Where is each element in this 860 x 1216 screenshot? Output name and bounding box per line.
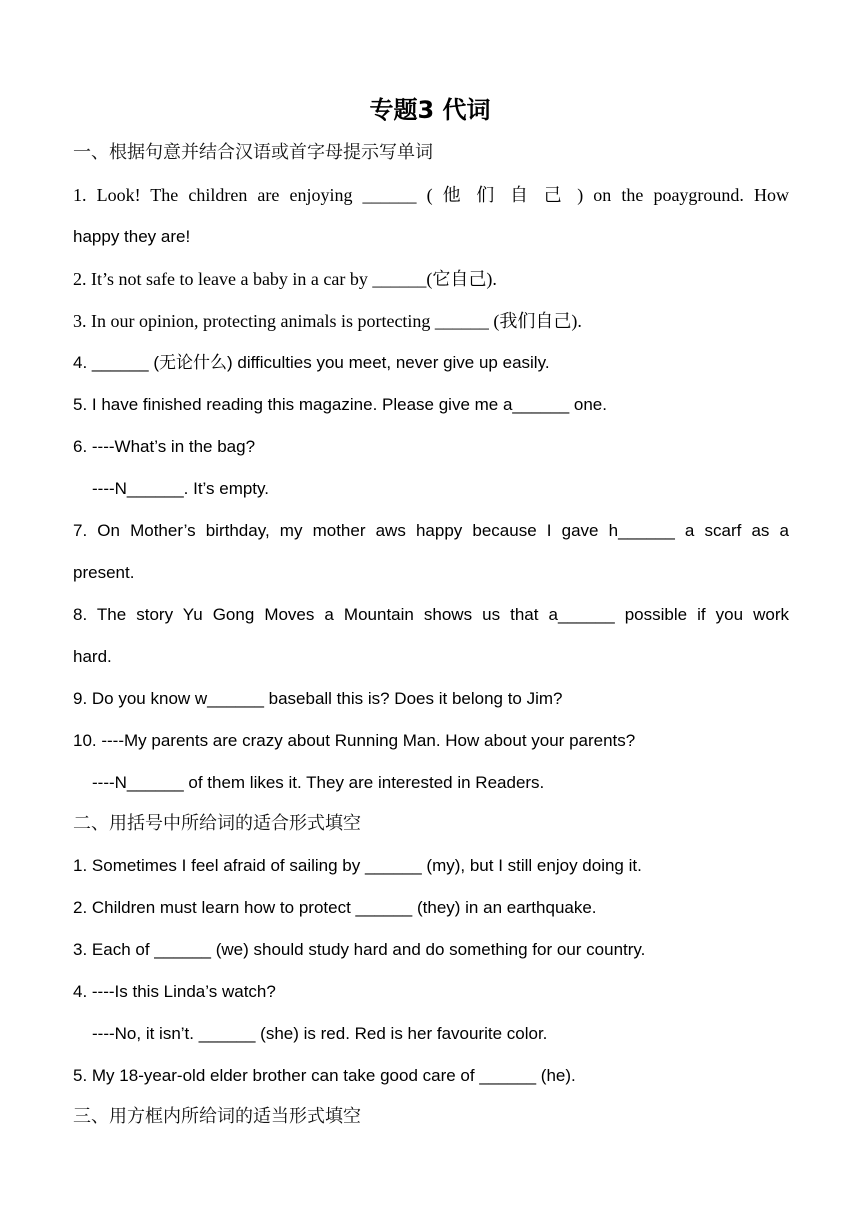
question-2-4-line-1: 4. ----Is this Linda’s watch?: [73, 982, 276, 1001]
question-1-10-line-1: 10. ----My parents are crazy about Running Man. How about your parents?: [73, 731, 636, 750]
question-2-2: 2. Children must learn how to protect ______ (they) in an earthquake.: [73, 898, 597, 917]
page-title: 专题3 代词: [369, 96, 491, 124]
question-1-1-line-1: 1. Look! The children are enjoying ______ ( 他 们 自 己 ) on the poayground. How: [73, 185, 789, 205]
question-1-3: 3. In our opinion, protecting animals is portecting ______ (我们自己).: [73, 311, 582, 331]
question-2-3: 3. Each of ______ (we) should study hard and do something for our country.: [73, 940, 646, 959]
question-2-5: 5. My 18-year-old elder brother can take good care of ______ (he).: [73, 1066, 576, 1085]
section1-heading: 一、根据句意并结合汉语或首字母提示写单词: [73, 142, 433, 163]
question-1-7-line-2: present.: [73, 563, 135, 582]
question-1-1-line-2: happy they are!: [73, 227, 191, 246]
question-2-1: 1. Sometimes I feel afraid of sailing by ______ (my), but I still enjoy doing it.: [73, 856, 642, 875]
question-1-5: 5. I have finished reading this magazine. Please give me a______ one.: [73, 395, 607, 414]
question-1-2: 2. It’s not safe to leave a baby in a car by ______(它自己).: [73, 269, 497, 289]
question-1-6-line-2: ----N______. It’s empty.: [92, 479, 269, 498]
question-1-4: 4. ______ (无论什么) difficulties you meet, never give up easily.: [73, 353, 550, 372]
question-1-8-line-2: hard.: [73, 647, 112, 666]
question-1-7-line-1: 7. On Mother’s birthday, my mother aws happy because I gave h______ a scarf as a: [73, 521, 789, 540]
question-2-4-line-2: ----No, it isn’t. ______ (she) is red. Red is her favourite color.: [92, 1024, 548, 1043]
section2-heading: 二、用括号中所给词的适合形式填空: [73, 813, 361, 834]
question-1-10-line-2: ----N______ of them likes it. They are interested in Readers.: [92, 773, 545, 792]
question-1-8-line-1: 8. The story Yu Gong Moves a Mountain shows us that a______ possible if you work: [73, 605, 789, 624]
question-1-6-line-1: 6. ----What’s in the bag?: [73, 437, 256, 456]
question-1-9: 9. Do you know w______ baseball this is? Does it belong to Jim?: [73, 689, 563, 708]
section3-heading: 三、用方框内所给词的适当形式填空: [73, 1106, 361, 1127]
